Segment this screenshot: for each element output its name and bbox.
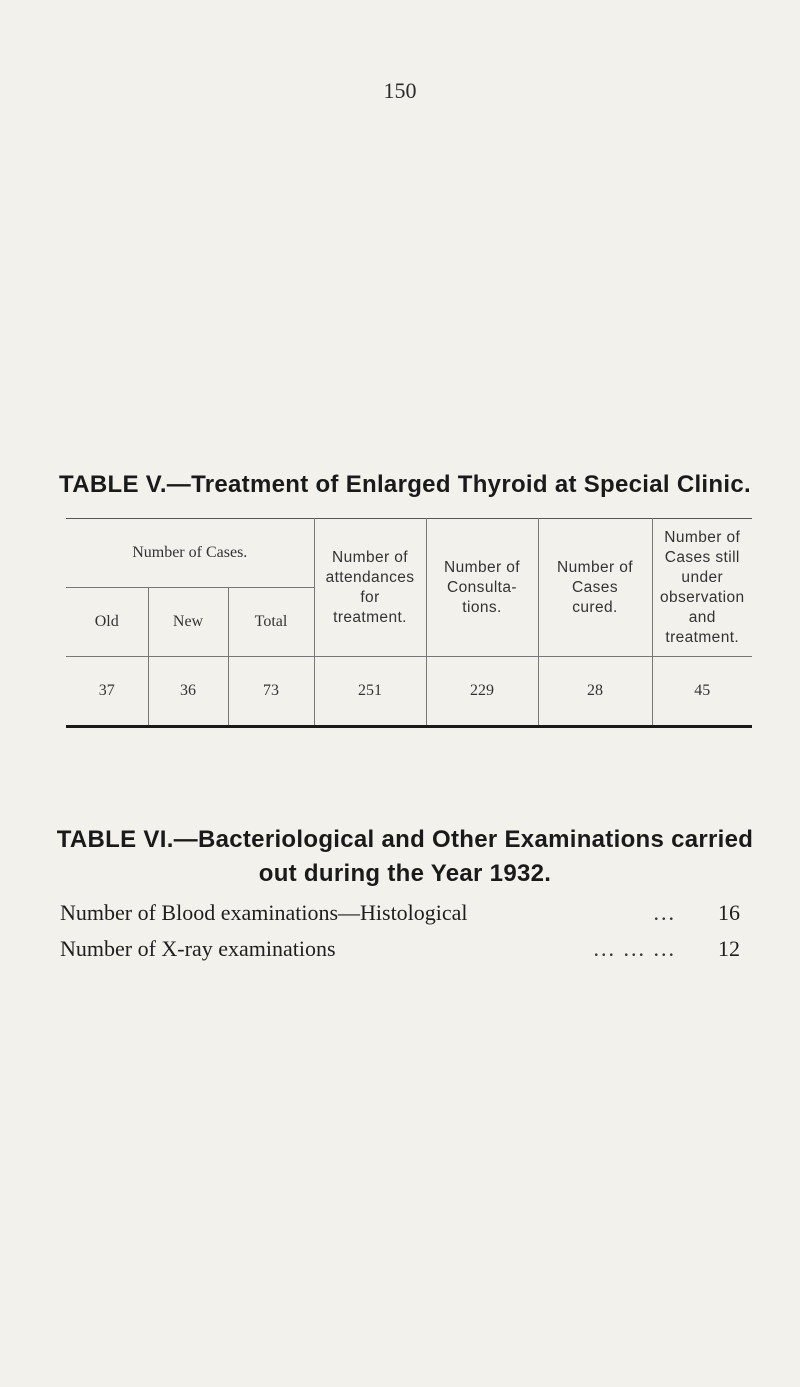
dot-leader: ... ... ... — [593, 936, 676, 961]
list-item — [60, 936, 740, 972]
header-consultations: Number of Consulta- tions. — [426, 519, 538, 657]
cell-old: 37 — [66, 657, 148, 727]
header-total: Total — [228, 588, 314, 657]
header-old: Old — [66, 588, 148, 657]
exam-value: 16 — [718, 900, 740, 925]
header-cases-cured: Number of Cases cured. — [538, 519, 652, 657]
header-new: New — [148, 588, 228, 657]
header-cases-still-under: Number of Cases still under observation and treatment. — [652, 519, 752, 657]
cell-attendances: 251 — [314, 657, 426, 727]
cell-still-under: 45 — [652, 657, 752, 727]
header-attendances: Number of attendances for treatment. — [314, 519, 426, 657]
examinations-list — [60, 900, 740, 972]
table-row — [66, 657, 752, 727]
exam-label: Number of Blood examinations—Histological — [60, 900, 468, 925]
exam-label: Number of X-ray examinations — [60, 936, 336, 961]
table-5-title: TABLE V.—Treatment of Enlarged Thyroid at Special Clinic. — [59, 471, 751, 498]
page-number: 150 — [383, 78, 417, 103]
list-item — [60, 900, 740, 936]
dot-leader: ... — [653, 900, 676, 925]
cell-total: 73 — [228, 657, 314, 727]
table-6-title: TABLE VI.—Bacteriological and Other Examinations carried out during the Year 1932. — [56, 826, 754, 887]
header-number-of-cases: Number of Cases. — [132, 544, 248, 561]
cell-cured: 28 — [538, 657, 652, 727]
thyroid-treatment-table — [66, 518, 752, 728]
exam-value: 12 — [718, 936, 740, 961]
cell-new: 36 — [148, 657, 228, 727]
cell-consultations: 229 — [426, 657, 538, 727]
